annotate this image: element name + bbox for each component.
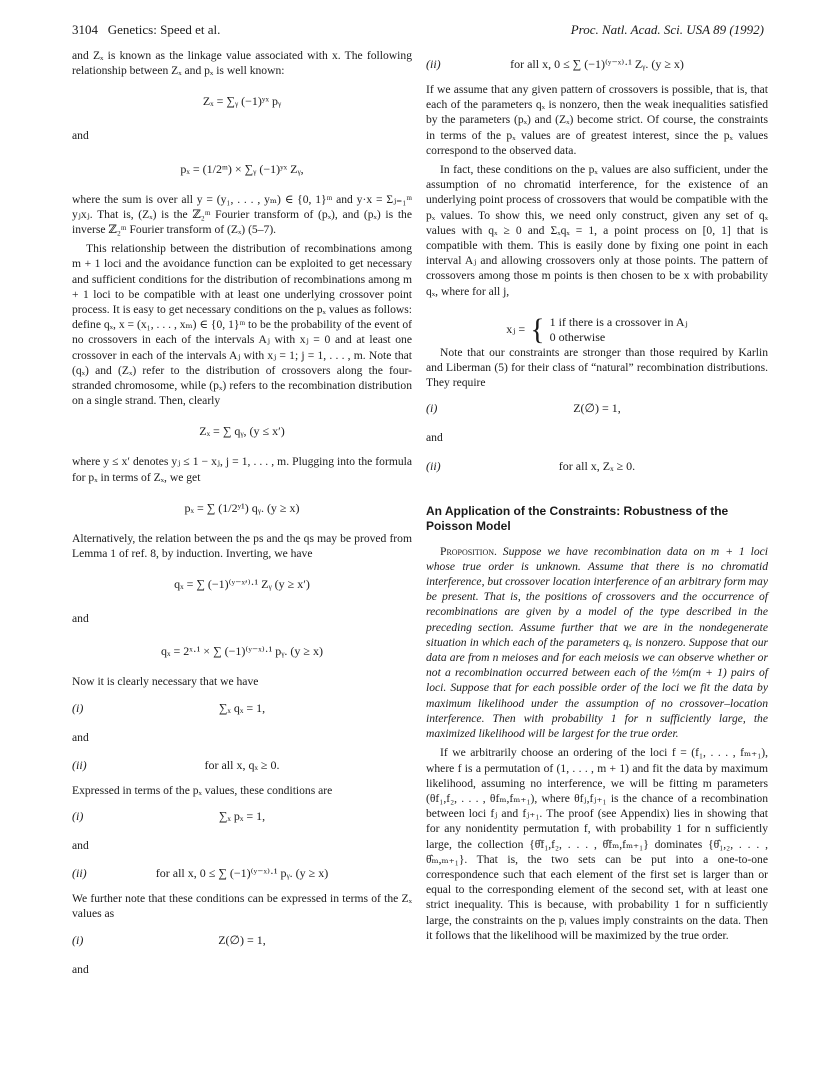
condition-i-p: (i) ∑ₓ pₓ = 1, [72,809,266,824]
connective: and [426,431,443,445]
connective: and [72,730,89,744]
section-heading: An Application of the Constraints: Robustness of the Poisson Model [426,503,729,533]
equation-zx-q: Zₓ = ∑ qᵧ, (y ≤ x′) [199,424,285,439]
connective: and [72,129,89,143]
condition-tag: (i) [72,809,84,824]
paragraph: where y ≤ x′ denotes yⱼ ≤ 1 − xⱼ, j = 1, . . . , m. Plugging into the formula for pₓ in terms of Zₓ, we get [72,455,412,484]
kl-condition-ii: (ii) for all x, Zₓ ≥ 0. [426,458,636,473]
paragraph: We further note that these conditions can be expressed in terms of the Zₓ values as [72,892,412,921]
paragraph: Note that our constraints are stronger than those required by Karlin and Liberman (5) for their class of “natural” recombination distributions. They require [426,345,768,390]
equation-qx-p: qₓ = 2ˣ·¹ × ∑ (−1)⁽ʸ⁻ˣ⁾·¹ pᵧ. (y ≥ x) [160,644,323,659]
condition-ii-z: (ii) for all x, 0 ≤ ∑ (−1)⁽ʸ⁻ˣ⁾·¹ Zᵧ. (y ≥ x) [426,57,684,71]
condition-ii-p: (ii) for all x, 0 ≤ ∑ (−1)⁽ʸ⁻ˣ⁾·¹ pᵧ. (y ≥ x) [72,866,329,881]
proposition [426,544,768,742]
paragraph: and Zₓ is known as the linkage value associated with x. The following relationship between Zₓ and pₓ is well known: [72,49,412,78]
condition-tag: (ii) [426,458,441,473]
connective: and [72,962,89,976]
page-number: 3104 [72,22,98,37]
condition-tag: (i) [426,401,438,416]
condition-tag: (i) [72,932,84,947]
case-zero: 0 otherwise [549,329,606,344]
kl-condition-i: (i) Z(∅) = 1, [426,401,621,416]
paragraph: If we assume that any given pattern of crossovers is possible, that is, that each of the parameters qₓ is nonzero, then the weak inequalities satisfied by the parameters (pₓ) and (Zₓ) become strict. Of course, the constraints in terms of the pₓ values are of greatest interest, since the pₓ values correspond to the observed data. [426,83,768,157]
connective: and [72,839,89,853]
paragraph: This relationship between the distribution of recombinations among m + 1 loci and the avoidance function can be exploited to get necessary and sufficient conditions for the distribution of recombinations among m + 1 loci to be compatible with at least one underlying crossover point process. It is easy to get necessary conditions on the pₓ values as follows: define qₓ, x = (x₁, . . . , xₘ) ∈ {0, 1}ᵐ to be the probability of the event of no crossovers in each of the intervals Aⱼ with xⱼ = 0 and at least one crossover in each of the intervals Aⱼ with xⱼ = 1; j = 1, . . . , m. Note that (qₓ) and (Zₓ) refer to the distribution of crossovers along the four-stranded chromosome, while (pₓ) refers to the recombination distribution on a single strand. Then, clearly [72,242,412,408]
equation-qx-z: qₓ = ∑ (−1)⁽ʸ⁻ˣ′⁾·¹ Zᵧ (y ≥ x′) [174,577,310,592]
paragraph: where the sum is over all y = (y₁, . . . , yₘ) ∈ {0, 1}ᵐ and y·x = Σⱼ₌₁ᵐ yⱼxⱼ. That is, (Zₓ) is the ℤ₂ᵐ Fourier transform of (pₓ), and (pₓ) is the inverse ℤ₂ᵐ Fourier transform of (Zₓ) (5–7). [72,192,412,237]
paragraph: Now it is clearly necessary that we have [72,675,259,689]
paragraph: Alternatively, the relation between the ps and the qs may be proved from Lemma 1 of ref. 8, by induction. Inverting, we have [72,531,412,561]
left-column [72,48,412,983]
cases-lhs: xⱼ = [506,321,526,336]
paragraph: Expressed in terms of the pₓ values, these conditions are [72,783,333,797]
equation-px-q: pₓ = ∑ (1/2ʸ¹) qᵧ. (y ≥ x) [184,500,300,515]
proposition-text: Suppose we have recombination data on m + 1 loci whose true order is unknown. Assume that there is no chromatid interference, but crossover location interference of an arbitrary form may be present. That is, the positions of crossovers and the occurrence of recombinations are given by a model of the type described in the preceding section. Assume further that we are in the nondegenerate situation in which each of the parameters qₓ is nonzero. Suppose that our data are from n meioses and for each meiosis we can observe whether or not a recombination occurred between each of the ½m(m + 1) pairs of loci. Suppose that for each possible order of the loci we fit the data by maximum likelihood under the assumption of no crossover–location interference. Then with probability 1 for n sufficiently large, the maximized likelihood will be largest for the true order. [426,544,768,741]
condition-i: (i) ∑ₓ qₓ = 1, [72,700,266,715]
condition-tag: (ii) [72,866,87,881]
condition-tag: (ii) [72,757,87,772]
equation-xj-cases [426,303,768,346]
proposition-label: Proposition. [440,544,497,558]
journal-citation: Proc. Natl. Acad. Sci. USA 89 (1992) [570,22,764,37]
condition-ii: (ii) for all x, qₓ ≥ 0. [72,757,280,772]
connective: and [72,612,89,626]
condition-tag: (ii) [426,57,441,71]
paragraph: If we arbitrarily choose an ordering of the loci f = (f₁, . . . , fₘ₊₁), where f is a permutation of (1, . . . , m + 1) and fit the data by maximum likelihood, assuming no interference, we will be fitting m parameters (θf₁,f₂, . . . , θfₘ,fₘ₊₁), where θfⱼ,fⱼ₊₁ is the chance of a recombination between loci fⱼ and fⱼ₊₁. The proof (see Appendix) lies in showing that for any nonidentity permutation f, with probability 1 for n sufficiently large, the collection {θ̂f₁,f₂, . . . , θ̂fₘ,fₘ₊₁} dominates {θ̂₁,₂, . . . , θ̂ₘ,ₘ₊₁}. That is, the two sets can be put into a one-to-one correspondence such that each element of the first set is larger than or equal to the corresponding element of the second set, with at least one strict inequality. This is because, with probability 1 for n sufficiently large, the constraints on the pᵢ values imply constraints on the data. Then it follows that the likelihood will be maximized by the true order. [426,746,768,942]
left-brace: { [530,312,545,346]
equation-zx: Zₓ = ∑ᵧ (−1)ʸˣ pᵧ [202,94,282,109]
case-one: 1 if there is a crossover in Aⱼ [549,314,688,329]
paragraph: In fact, these conditions on the pₓ values are also sufficient, under the assumption of no chromatid interference, for the existence of an underlying point process of crossovers that would be compatible with the pₓ values. To show this, we need only construct, given any set of qₓ values with qₓ ≥ 0 and Σₓqₓ = 1, a point process on [0, 1] that is compatible with them. This is easily done by fixing one point in each interval Aⱼ and allowing crossovers only at those points. The pattern of crossovers among those m points is then chosen to be x with probability qₓ, where for all j, [426,163,768,298]
equation-px: pₓ = (1/2ᵐ) × ∑ᵧ (−1)ʸˣ Zᵧ, [180,161,304,176]
cases [550,315,688,345]
condition-tag: (i) [72,700,84,715]
page-number-and-running-title [72,22,220,38]
page-header [72,22,764,40]
running-title: Genetics: Speed et al. [107,22,221,37]
condition-i-z: (i) Z(∅) = 1, [72,932,266,947]
right-column [426,48,768,947]
